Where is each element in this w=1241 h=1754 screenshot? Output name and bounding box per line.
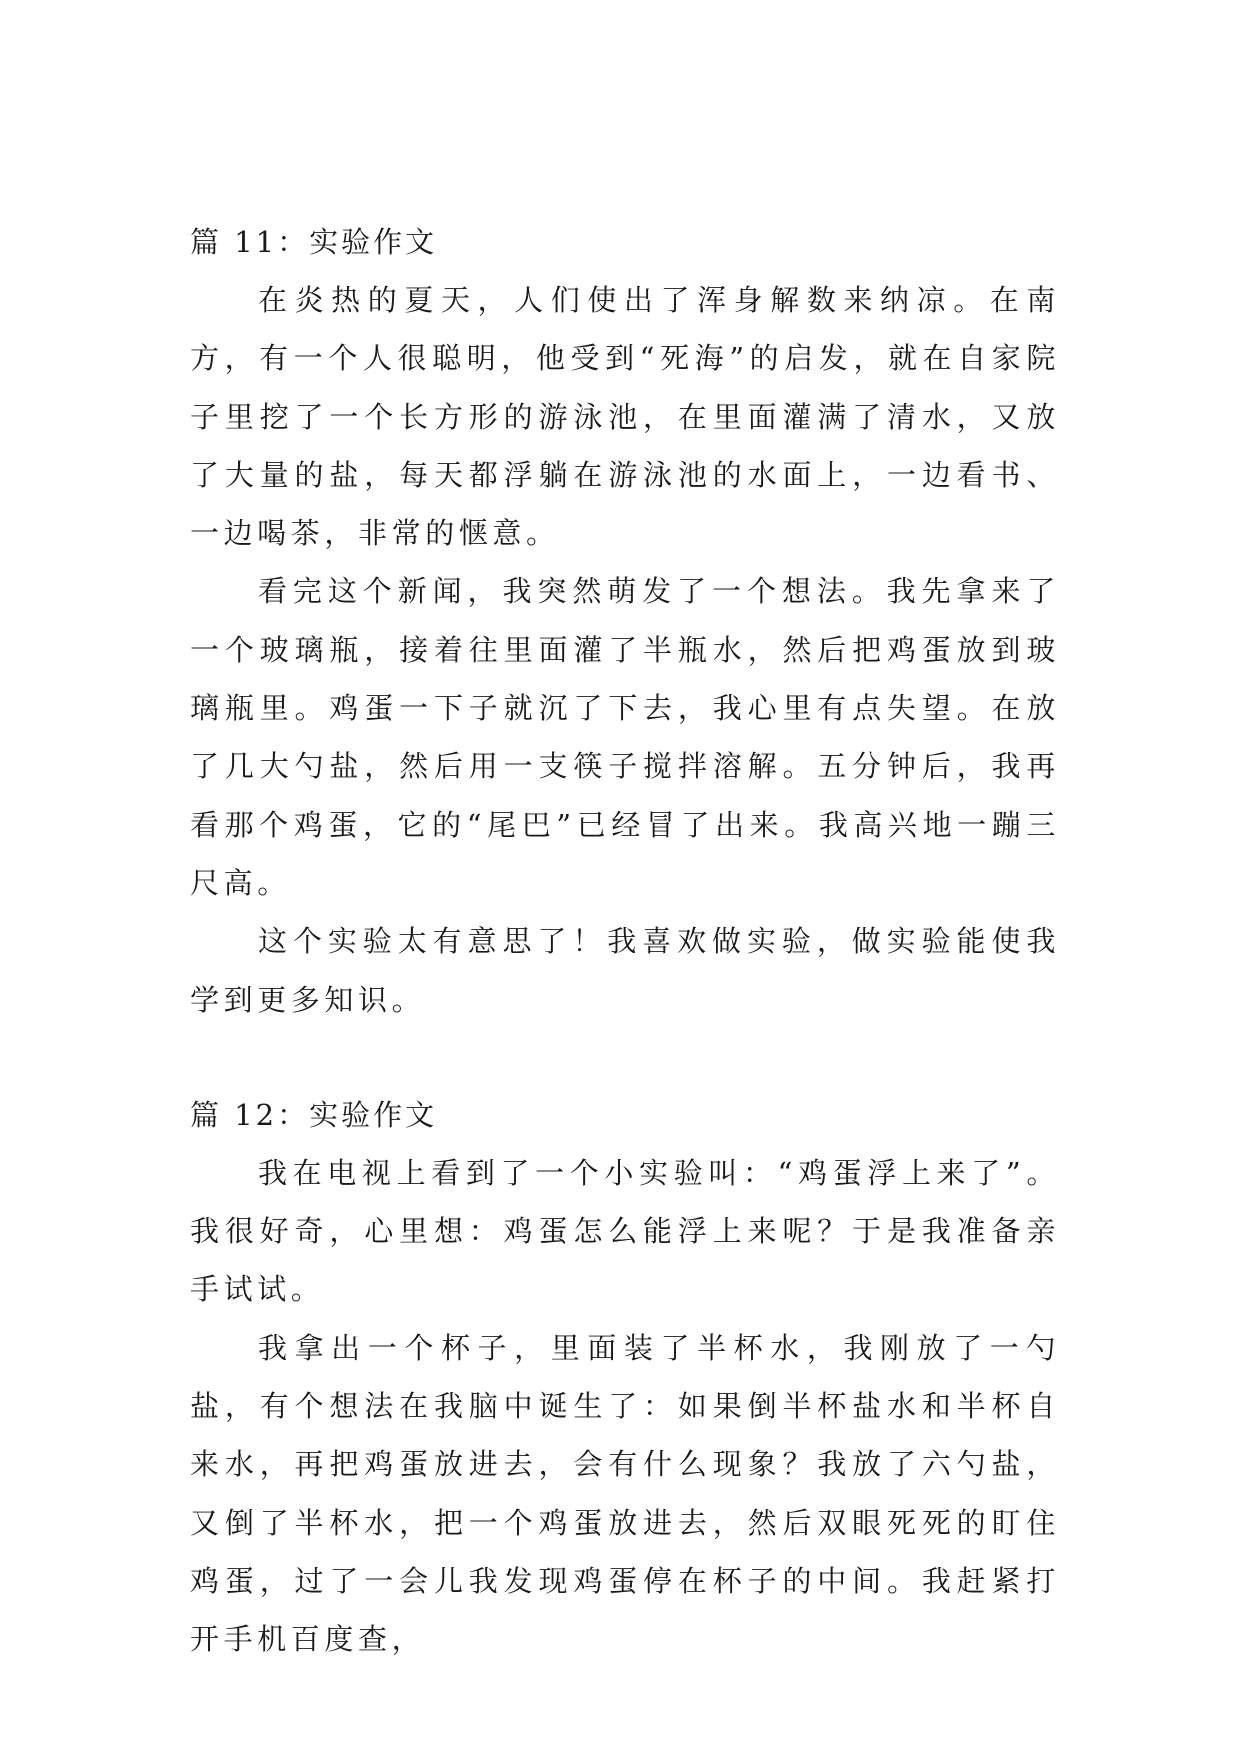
document-body [190, 213, 1060, 1669]
essay-paragraph: 这个实验太有意思了！我喜欢做实验，做实验能使我学到更多知识。 [190, 924, 1060, 1017]
essay-heading: 篇 11：实验作文 [190, 225, 438, 259]
essay-paragraph: 我在电视上看到了一个小实验叫：“鸡蛋浮上来了”。我很好奇，心里想：鸡蛋怎么能浮上来呢？于是我准备亲手试试。 [190, 1155, 1060, 1307]
essay-section-12 [190, 1086, 1060, 1669]
essay-paragraph: 看完这个新闻，我突然萌发了一个想法。我先拿来了一个玻璃瓶，接着往里面灌了半瓶水，然后把鸡蛋放到玻璃瓶里。鸡蛋一下子就沉了下去，我心里有点失望。在放了几大勺盐，然后用一支筷子搅拌溶解。五分钟后，我再看那个鸡蛋，它的“尾巴”已经冒了出来。我高兴地一蹦三尺高。 [190, 574, 1060, 900]
essay-paragraph: 在炎热的夏天，人们使出了浑身解数来纳凉。在南方，有一个人很聪明，他受到“死海”的启发，就在自家院子里挖了一个长方形的游泳池，在里面灌满了清水，又放了大量的盐，每天都浮躺在游泳池的水面上，一边看书、一边喝茶，非常的惬意。 [190, 283, 1060, 551]
essay-heading: 篇 12：实验作文 [190, 1097, 438, 1132]
essay-section-11 [190, 213, 1060, 1029]
essay-paragraph: 我拿出一个杯子，里面装了半杯水，我刚放了一勺盐，有个想法在我脑中诞生了：如果倒半杯盐水和半杯自来水，再把鸡蛋放进去，会有什么现象？我放了六勺盐，又倒了半杯水，把一个鸡蛋放进去，然后双眼死死的盯住鸡蛋，过了一会儿我发现鸡蛋停在杯子的中间。我赶紧打开手机百度查， [190, 1330, 1060, 1657]
